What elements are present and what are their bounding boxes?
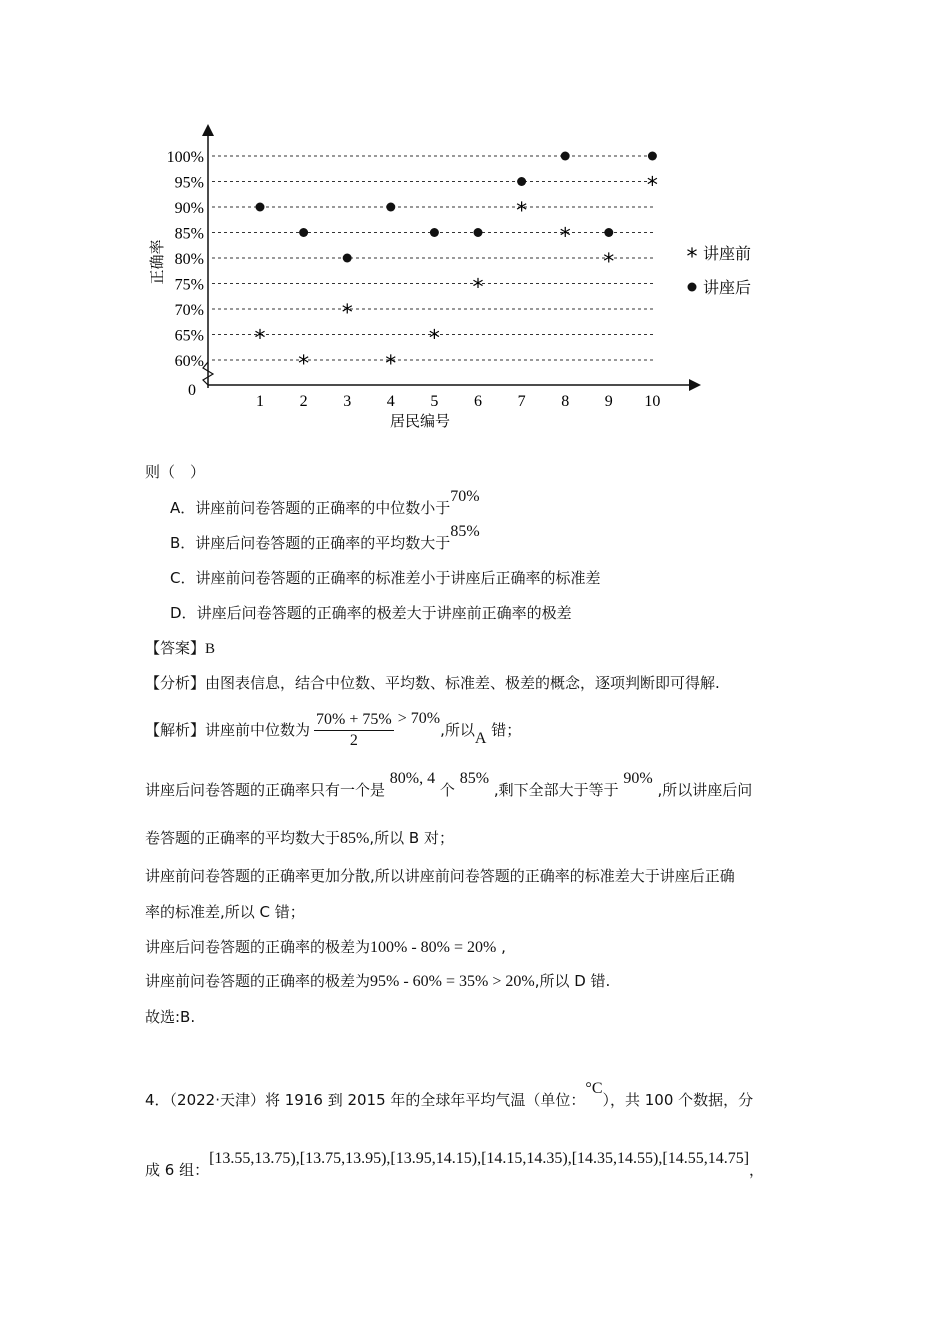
x-tick-label: 10 — [644, 393, 661, 410]
post-lecture-point — [604, 228, 613, 237]
y-tick-label: 70% — [174, 302, 204, 319]
legend-label: 讲座前 — [703, 244, 752, 263]
solution-line-8: 故选:B. — [145, 1008, 196, 1026]
option-d[interactable]: D．讲座后问卷答题的正确率的极差大于讲座前正确率的极差 — [170, 604, 572, 622]
question-4-line-1: 4．（2022·天津）将 1916 到 2015 年的全球年平均气温（单位：°C），共 100 个数据，分 — [145, 1080, 754, 1109]
solution-line-2: 讲座后问卷答题的正确率只有一个是 80%, 4 个 85% ,剩下全部大于等于 90% ,所以讲座后问 — [145, 770, 753, 799]
option-b[interactable]: B．讲座后问卷答题的正确率的平均数大于85% — [170, 523, 480, 552]
pre-lecture-point: * — [472, 275, 484, 301]
x-tick-label: 3 — [343, 393, 352, 410]
pre-lecture-point: * — [646, 173, 658, 199]
post-lecture-point — [299, 228, 308, 237]
x-tick-label: 8 — [561, 393, 570, 410]
pre-lecture-point: * — [516, 199, 528, 224]
median-fraction: $\frac{70\% + 75\%}{2}$ — [316, 711, 392, 749]
pre-lecture-point: * — [341, 301, 353, 326]
x-tick-label: 1 — [256, 393, 264, 410]
legend-asterisk-marker: * — [686, 245, 698, 270]
post-lecture-point — [343, 254, 352, 263]
legend-label: 讲座后 — [703, 278, 752, 297]
scatter-chart — [0, 0, 950, 440]
post-lecture-point — [386, 203, 395, 212]
post-lecture-point — [517, 177, 526, 186]
solution-line-4: 讲座前问卷答题的正确率更加分散,所以讲座前问卷答题的正确率的标准差大于讲座后正确 — [145, 867, 735, 885]
x-axis-label: 居民编号 — [389, 412, 451, 430]
x-tick-label: 9 — [604, 393, 613, 410]
y-tick-label: 85% — [174, 225, 204, 243]
analysis-line: 【分析】由图表信息，结合中位数、平均数、标准差、极差的概念，逐项判断即可得解. — [145, 674, 720, 692]
x-tick-label: 2 — [299, 393, 308, 410]
solution-line-1: 【解析】讲座前中位数为 $\frac{70\% + 75\%}{2}$ > 70%,所以A 错； — [145, 710, 522, 749]
pre-lecture-point: * — [254, 326, 266, 352]
x-tick-label: 7 — [517, 393, 526, 410]
pre-lecture-point: * — [559, 224, 571, 250]
pre-lecture-point: * — [385, 352, 397, 377]
solution-line-7: 讲座前问卷答题的正确率的极差为95% - 60% = 35% > 20%,所以 D 错. — [145, 972, 611, 990]
x-tick-label: 6 — [474, 393, 482, 410]
post-lecture-point — [256, 203, 265, 212]
question-4-line-2: 成 6 组：[13.55,13.75),[13.75,13.95),[13.95,14.15),[14.15,14.35),[14.35,14.55),[14.55,14.75]， — [145, 1150, 765, 1179]
post-lecture-point — [561, 152, 570, 161]
x-tick-label: 4 — [386, 393, 395, 410]
solution-line-6: 讲座后问卷答题的正确率的极差为100% - 80% = 20% , — [145, 938, 506, 956]
y-tick-label: 95% — [174, 174, 204, 192]
y-tick-label: 80% — [174, 251, 204, 268]
pre-lecture-point: * — [298, 352, 310, 377]
post-lecture-point — [474, 228, 483, 237]
y-tick-label: 100% — [166, 149, 204, 166]
y-tick-label: 60% — [174, 353, 204, 370]
pre-lecture-point: * — [428, 326, 440, 352]
y-tick-label: 90% — [174, 200, 204, 217]
answer-line: 【答案】B — [145, 639, 216, 657]
option-a[interactable]: A．讲座前问卷答题的正确率的中位数小于70% — [170, 488, 480, 517]
solution-line-3: 卷答题的正确率的平均数大于85%,所以 B 对； — [145, 829, 454, 847]
option-c[interactable]: C．讲座前问卷答题的正确率的标准差小于讲座后正确率的标准差 — [170, 569, 601, 587]
y-tick-label: 65% — [174, 327, 204, 345]
legend-dot-marker — [688, 283, 697, 292]
question-stem: 则（ ） — [145, 463, 206, 481]
post-lecture-point — [648, 152, 657, 161]
y-zero-label: 0 — [188, 382, 196, 399]
pre-lecture-point: * — [603, 250, 615, 275]
solution-line-5: 率的标准差,所以 C 错； — [145, 903, 305, 921]
y-tick-label: 75% — [174, 276, 204, 294]
y-axis-label: 正确率 — [148, 239, 166, 285]
x-tick-label: 5 — [430, 393, 439, 410]
post-lecture-point — [430, 228, 439, 237]
